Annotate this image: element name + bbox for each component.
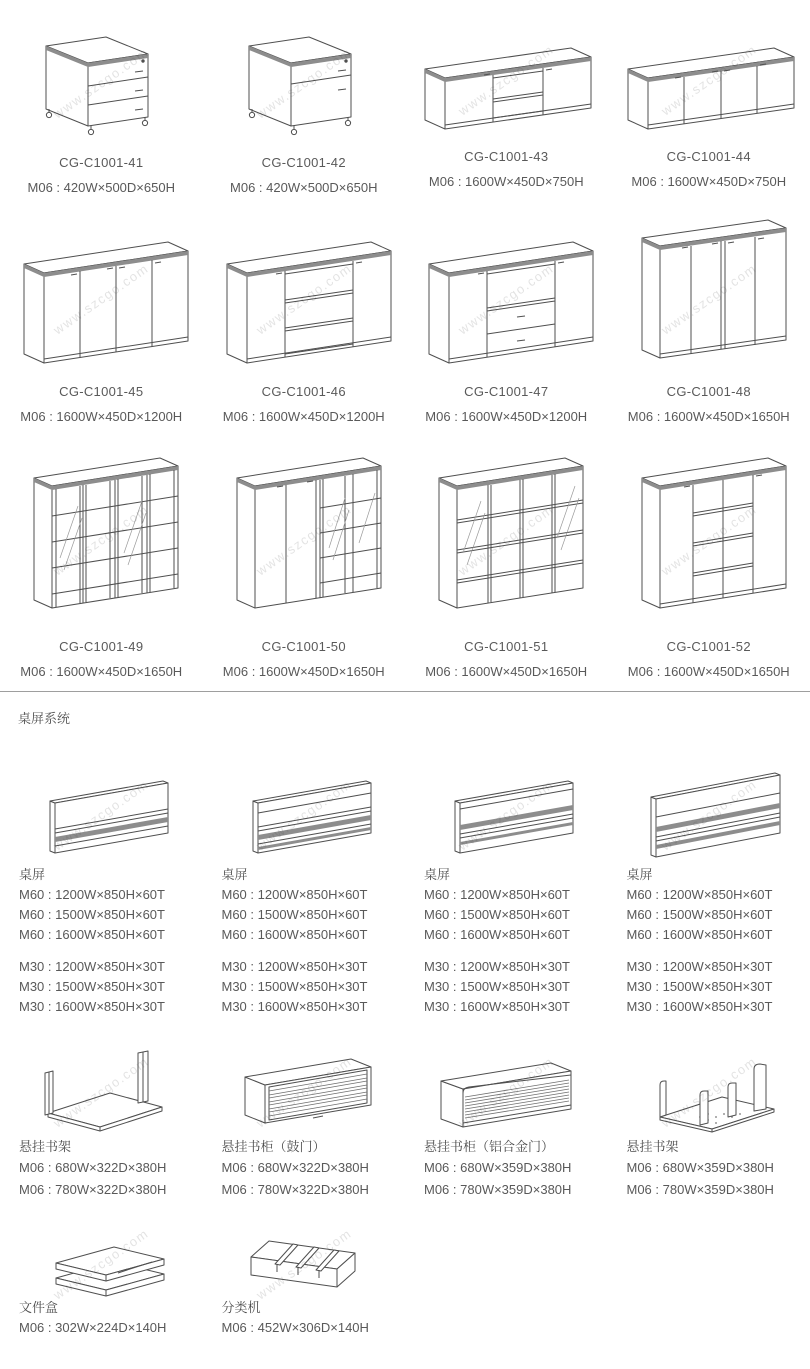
product-spec: M06 : 680W×359D×380H [626, 1160, 774, 1175]
tall-cabinet-glass-4door-illustration [0, 438, 203, 624]
desk-screen-illustration [608, 753, 810, 865]
hanging-item-info [0, 1137, 203, 1201]
product-spec: M60 : 1200W×850H×60T [19, 887, 165, 902]
product-model: CG-C1001-50 [261, 639, 346, 654]
product-cell [203, 753, 406, 1017]
product-cell [0, 213, 203, 424]
product-spec: M06 : 680W×322D×380H [221, 1160, 369, 1175]
credenza-open-center-illustration [405, 14, 608, 134]
desk-screen-info [0, 865, 203, 1017]
tall-cabinet-solid-glass-illustration [203, 438, 406, 624]
hanging-item-info [608, 1137, 810, 1201]
product-cell [608, 1037, 810, 1201]
section-title: 桌屏系统 [18, 711, 71, 726]
product-cell [0, 753, 203, 1017]
product-label: 悬挂书架 [19, 1139, 72, 1154]
product-spec: M30 : 1600W×850H×30T [19, 999, 165, 1014]
product-spec: M30 : 1500W×850H×30T [221, 979, 368, 994]
product-cell [203, 1223, 406, 1338]
product-cell [608, 438, 810, 679]
product-cell [0, 438, 203, 679]
sorter-illustration [203, 1223, 406, 1298]
product-spec: M06 : 780W×359D×380H [424, 1182, 572, 1197]
product-cell [203, 438, 406, 679]
empty-cell [405, 1223, 608, 1338]
mobile-pedestal-3drawer-illustration [0, 14, 203, 140]
product-cell [405, 438, 608, 679]
product-spec: M06 : 1600W×450D×750H [631, 174, 787, 189]
product-spec: M30 : 1200W×850H×30T [626, 959, 773, 974]
hanging-divider-rack-illustration [608, 1037, 810, 1137]
product-spec: M60 : 1500W×850H×60T [626, 907, 773, 922]
product-cell [0, 1037, 203, 1201]
product-spec: M06 : 780W×359D×380H [626, 1182, 774, 1197]
product-label: 桌屏 [221, 867, 248, 882]
product-cell [405, 1037, 608, 1201]
product-cell [608, 213, 810, 424]
product-spec: M06 : 1600W×450D×1650H [627, 664, 790, 679]
desk-screen-illustration [0, 753, 203, 865]
product-model: CG-C1001-44 [666, 149, 751, 164]
product-label: 悬挂书柜（铝合金门） [424, 1139, 555, 1154]
product-label: 悬挂书柜（鼓门） [221, 1139, 326, 1154]
product-label: 桌屏 [424, 867, 451, 882]
product-spec: M06 : 1600W×450D×750H [428, 174, 584, 189]
product-label: 桌屏 [19, 867, 46, 882]
product-spec: M60 : 1600W×850H×60T [19, 927, 165, 942]
empty-cell [608, 1223, 810, 1338]
product-label: 文件盒 [19, 1300, 59, 1315]
tall-cabinet-4door-illustration [608, 213, 810, 369]
product-spec: M06 : 780W×322D×380H [221, 1182, 369, 1197]
accessory-info [0, 1298, 203, 1338]
product-spec: M30 : 1500W×850H×30T [19, 979, 165, 994]
product-label: 分类机 [221, 1300, 261, 1315]
mobile-pedestal-2drawer-illustration [203, 14, 406, 140]
desk-screen-info [608, 865, 810, 1017]
product-model: CG-C1001-51 [464, 639, 549, 654]
product-spec: M06 : 420W×500D×650H [27, 180, 175, 195]
product-cell [0, 1223, 203, 1338]
hanging-cabinet-aluminum-door-illustration [405, 1037, 608, 1137]
product-cell [608, 14, 810, 195]
product-model: CG-C1001-52 [666, 639, 751, 654]
product-spec: M06 : 680W×359D×380H [424, 1160, 572, 1175]
product-spec: M06 : 1600W×450D×1650H [20, 664, 183, 679]
mid-cabinet-4door-illustration [0, 213, 203, 369]
product-spec: M30 : 1200W×850H×30T [424, 959, 570, 974]
product-spec: M60 : 1500W×850H×60T [221, 907, 368, 922]
hanging-row [0, 1037, 810, 1201]
product-spec: M06 : 1600W×450D×1650H [627, 409, 790, 424]
product-spec: M06 : 452W×306D×140H [221, 1320, 369, 1335]
section-divider [0, 691, 810, 692]
product-spec: M06 : 1600W×450D×1200H [222, 409, 385, 424]
product-spec: M60 : 1500W×850H×60T [424, 907, 570, 922]
cabinet-row-2 [0, 213, 810, 424]
product-spec: M30 : 1200W×850H×30T [221, 959, 368, 974]
tall-cabinet-glass-grid-illustration [405, 438, 608, 624]
product-model: CG-C1001-46 [261, 384, 346, 399]
product-model: CG-C1001-49 [59, 639, 144, 654]
cabinet-row-1 [0, 0, 810, 195]
hanging-cabinet-tambour-illustration [203, 1037, 406, 1137]
product-spec: M30 : 1500W×850H×30T [424, 979, 570, 994]
product-spec: M30 : 1600W×850H×30T [626, 999, 773, 1014]
product-spec: M60 : 1600W×850H×60T [626, 927, 773, 942]
accessory-row [0, 1223, 810, 1338]
mid-cabinet-open-shelves-illustration [203, 213, 406, 369]
product-model: CG-C1001-48 [666, 384, 751, 399]
product-label: 悬挂书架 [626, 1139, 679, 1154]
accessory-info [203, 1298, 406, 1338]
product-cell [0, 14, 203, 195]
product-cell [203, 1037, 406, 1201]
product-label: 桌屏 [626, 867, 653, 882]
desk-screen-row [0, 753, 810, 1017]
watermark: www.szcgo.com [50, 1053, 152, 1131]
product-spec: M06 : 780W×322D×380H [19, 1182, 167, 1197]
desk-screen-illustration [203, 753, 406, 865]
product-model: CG-C1001-41 [59, 155, 144, 170]
product-spec: M06 : 680W×322D×380H [19, 1160, 167, 1175]
cabinet-row-3 [0, 438, 810, 679]
desk-screen-info [203, 865, 406, 1017]
product-cell [608, 753, 810, 1017]
product-cell [405, 213, 608, 424]
product-spec: M06 : 1600W×450D×1650H [222, 664, 385, 679]
product-model: CG-C1001-47 [464, 384, 549, 399]
product-spec: M30 : 1200W×850H×30T [19, 959, 165, 974]
product-spec: M60 : 1600W×850H×60T [424, 927, 570, 942]
product-cell [405, 753, 608, 1017]
tall-cabinet-open-center-illustration [608, 438, 810, 624]
product-spec: M60 : 1200W×850H×60T [424, 887, 570, 902]
product-spec: M06 : 1600W×450D×1650H [425, 664, 588, 679]
product-model: CG-C1001-42 [261, 155, 346, 170]
desk-screen-info [405, 865, 608, 1017]
mid-cabinet-niche-drawers-illustration [405, 213, 608, 369]
product-spec: M06 : 1600W×450D×1200H [20, 409, 183, 424]
product-spec: M60 : 1200W×850H×60T [626, 887, 773, 902]
hanging-item-info [203, 1137, 406, 1201]
watermark: www.szcgo.com [658, 1053, 760, 1131]
product-spec: M30 : 1500W×850H×30T [626, 979, 773, 994]
product-spec: M60 : 1500W×850H×60T [19, 907, 165, 922]
hanging-book-rack-illustration [0, 1037, 203, 1137]
product-spec: M06 : 302W×224D×140H [19, 1320, 167, 1335]
credenza-4door-illustration [608, 14, 810, 134]
product-spec: M60 : 1600W×850H×60T [221, 927, 368, 942]
product-cell [405, 14, 608, 195]
product-cell [203, 213, 406, 424]
product-spec: M30 : 1600W×850H×30T [221, 999, 368, 1014]
product-model: CG-C1001-45 [59, 384, 144, 399]
desk-screen-illustration [405, 753, 608, 865]
file-tray-illustration [0, 1223, 203, 1298]
product-cell [203, 14, 406, 195]
product-spec: M06 : 420W×500D×650H [230, 180, 378, 195]
product-model: CG-C1001-43 [464, 149, 549, 164]
product-spec: M60 : 1200W×850H×60T [221, 887, 368, 902]
product-spec: M06 : 1600W×450D×1200H [425, 409, 588, 424]
product-spec: M30 : 1600W×850H×30T [424, 999, 570, 1014]
hanging-item-info [405, 1137, 608, 1201]
